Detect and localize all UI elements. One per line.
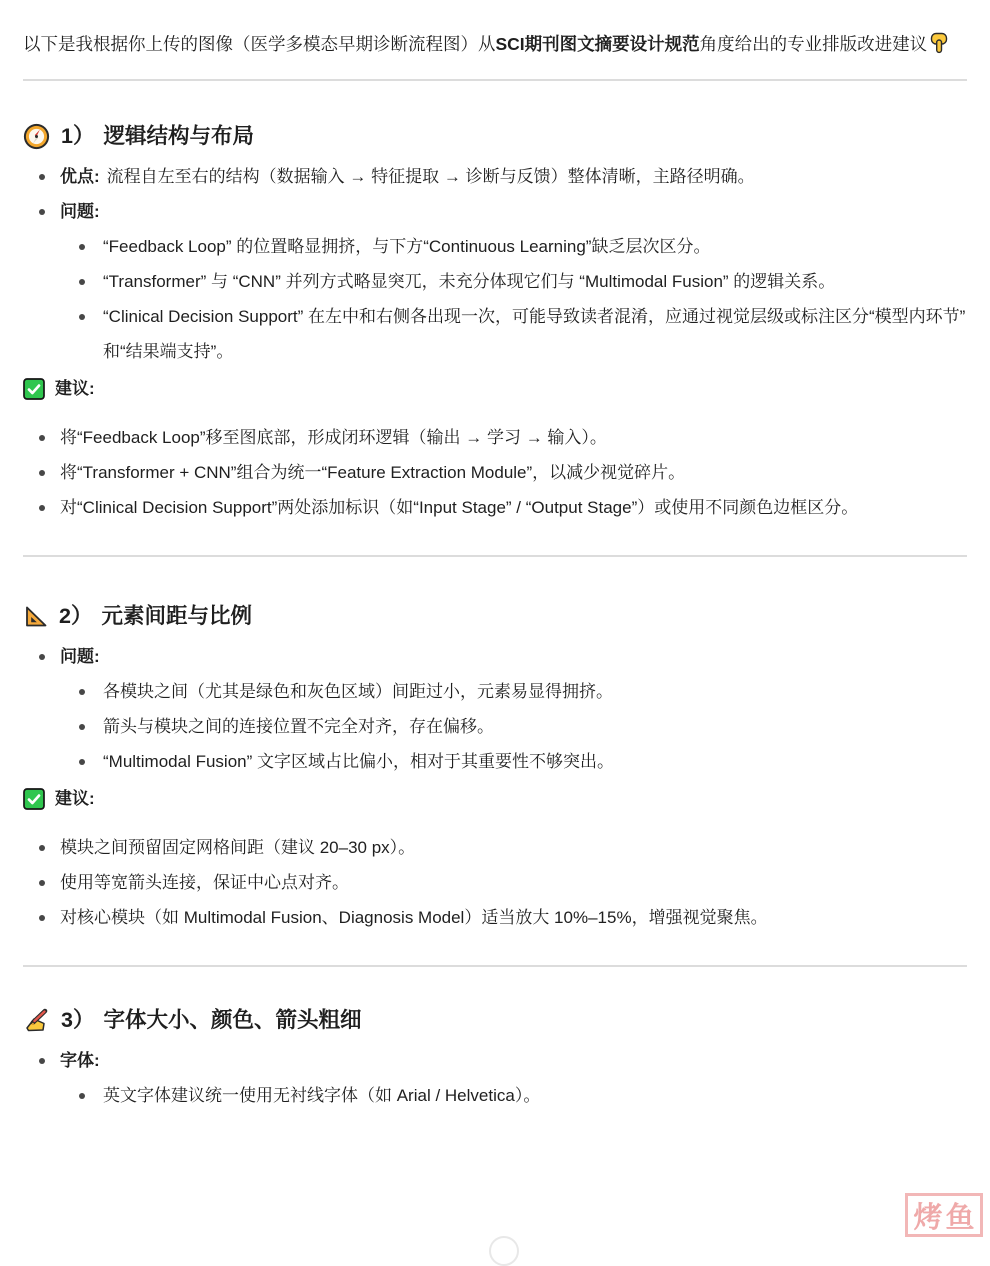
list-item: “Feedback Loop” 的位置略显拥挤，与下方“Continuous Learning”缺乏层次区分。 <box>103 229 967 264</box>
intro-bold-text: SCI期刊图文摘要设计规范 <box>495 34 700 54</box>
list-item: 对核心模块（如 Multimodal Fusion、Diagnosis Model）适当放大 10%–15%，增强视觉聚焦。 <box>60 900 967 935</box>
section-2-heading <box>23 599 967 633</box>
advice-label: 建议: <box>55 379 95 398</box>
section-3-heading <box>23 1003 967 1037</box>
list-item: 对“Clinical Decision Support”两处添加标识（如“Input Stage” / “Output Stage”）或使用不同颜色边框区分。 <box>60 490 967 525</box>
section-number: 2） <box>59 604 93 628</box>
bullet-label: 字体: <box>60 1051 100 1070</box>
section-number: 1） <box>61 124 95 148</box>
check-mark-button-icon <box>23 378 45 400</box>
intro-text-before: 以下是我根据你上传的图像（医学多模态早期诊断流程图）从 <box>23 34 496 54</box>
writing-hand-icon <box>23 1007 50 1034</box>
chat-response-document <box>0 25 990 1245</box>
bullet-label: 问题: <box>60 647 100 666</box>
advice-heading <box>23 371 967 406</box>
list-item: 模块之间预留固定网格间距（建议 20–30 px）。 <box>60 830 967 865</box>
list-item: 将“Feedback Loop”移至图底部，形成闭环逻辑（输出 → 学习 → 输入）。 <box>60 420 967 455</box>
list-item: “Multimodal Fusion” 文字区域占比偏小，相对于其重要性不够突出。 <box>103 744 967 779</box>
section-1-advice-list <box>23 420 967 525</box>
triangular-ruler-icon <box>23 604 48 629</box>
compass-icon <box>23 123 50 150</box>
list-item: “Transformer” 与 “CNN” 并列方式略显突兀，未充分体现它们与 “Multimodal Fusion” 的逻辑关系。 <box>103 264 967 299</box>
bullet-label: 优点: <box>60 167 100 186</box>
section-2-bullet-list <box>23 639 967 779</box>
watermark-stamp <box>905 1193 983 1237</box>
advice-heading <box>23 781 967 816</box>
section-title: 字体大小、颜色、箭头粗细 <box>103 1008 362 1032</box>
section-1-heading <box>23 119 967 153</box>
section-spacing-ratio <box>23 599 967 935</box>
watermark-text: 烤鱼 <box>913 1201 978 1234</box>
list-item: “Clinical Decision Support” 在左中和右侧各出现一次，可能导致读者混淆，应通过视觉层级或标注区分“模型内环节”和“结果端支持”。 <box>103 299 967 369</box>
list-item <box>60 639 967 779</box>
section-divider <box>23 555 967 557</box>
list-item <box>60 194 967 369</box>
list-item: 使用等宽箭头连接，保证中心点对齐。 <box>60 865 967 900</box>
section-2-advice-list <box>23 830 967 935</box>
section-title: 逻辑结构与布局 <box>103 124 254 148</box>
advice-label: 建议: <box>55 789 95 808</box>
list-item: 箭头与模块之间的连接位置不完全对齐，存在偏移。 <box>103 709 967 744</box>
list-item: 各模块之间（尤其是绿色和灰色区域）间距过小，元素易显得拥挤。 <box>103 674 967 709</box>
list-item: 将“Transformer + CNN”组合为统一“Feature Extraction Module”，以减少视觉碎片。 <box>60 455 967 490</box>
section-font-color-arrow <box>23 1003 967 1113</box>
list-item: 英文字体建议统一使用无衬线字体（如 Arial / Helvetica）。 <box>103 1078 967 1113</box>
bullet-label: 问题: <box>60 202 100 221</box>
nested-list <box>60 674 967 779</box>
section-logic-structure <box>23 119 967 525</box>
check-mark-button-icon <box>23 788 45 810</box>
pointing-down-icon <box>929 32 949 54</box>
section-title: 元素间距与比例 <box>101 604 252 628</box>
nested-list <box>60 1078 967 1113</box>
section-divider <box>23 965 967 967</box>
intro-paragraph <box>23 25 967 63</box>
section-number: 3） <box>61 1008 95 1032</box>
list-item <box>60 159 967 194</box>
intro-text-after: 角度给出的专业排版改进建议 <box>699 34 928 54</box>
section-1-bullet-list <box>23 159 967 369</box>
scroll-down-button-partial[interactable] <box>489 1236 519 1266</box>
bullet-text: 流程自左至右的结构（数据输入 → 特征提取 → 诊断与反馈）整体清晰，主路径明确。 <box>106 167 755 186</box>
section-divider <box>23 79 967 81</box>
list-item <box>60 1043 967 1113</box>
nested-list <box>60 229 967 369</box>
section-3-bullet-list <box>23 1043 967 1113</box>
